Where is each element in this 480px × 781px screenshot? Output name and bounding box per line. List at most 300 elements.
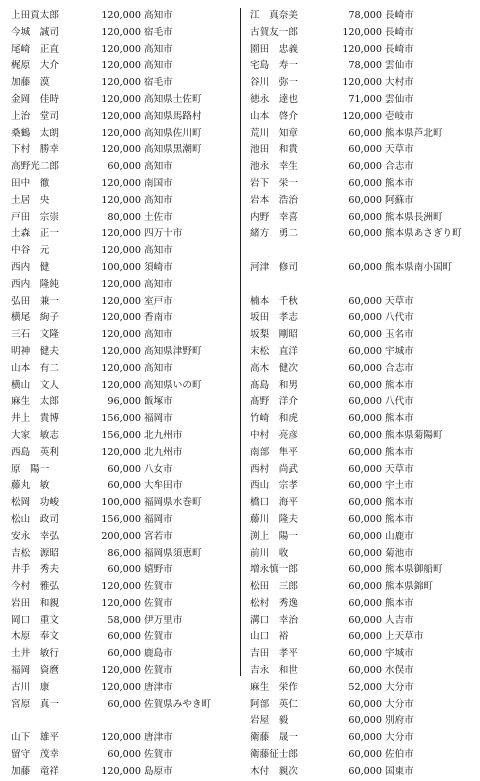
city: 高知市 — [144, 60, 173, 72]
list-row — [250, 142, 472, 159]
city: 熊本県錦町 — [385, 581, 433, 593]
amount: 60,000 — [107, 631, 141, 643]
city: 高知市 — [144, 245, 173, 257]
person-name: 尾崎 正直 — [11, 43, 59, 55]
person-name: 中村 亮彦 — [250, 429, 298, 441]
list-row — [250, 378, 472, 395]
person-name: 安永 幸弘 — [11, 530, 59, 542]
amount: 120,000 — [101, 581, 141, 593]
person-name: 福岡 資麿 — [11, 665, 59, 677]
amount: 78,000 — [348, 10, 382, 21]
amount: 60,000 — [348, 228, 382, 240]
person-name: 井手 秀夫 — [11, 564, 59, 576]
list-row — [11, 764, 231, 781]
amount: 120,000 — [342, 110, 382, 122]
amount: 120,000 — [101, 93, 141, 105]
city: 四万十市 — [144, 228, 183, 240]
person-name: 徳永 達也 — [250, 93, 298, 105]
amount: 60,000 — [348, 362, 382, 374]
person-name: 高野光二郎 — [11, 161, 59, 173]
city: 熊本市 — [385, 177, 414, 189]
person-name: 江 真奈美 — [250, 10, 298, 21]
list-row — [250, 159, 472, 176]
person-name: 松田 三郎 — [250, 581, 298, 593]
city: 熊本県菊陽町 — [385, 429, 443, 441]
person-name: 坂田 孝志 — [250, 312, 298, 324]
city: 大分市 — [385, 698, 414, 710]
list-row — [250, 730, 472, 747]
person-name: 金岡 佳時 — [11, 93, 59, 105]
list-row — [250, 42, 472, 59]
person-name: 衛藤征士郎 — [250, 749, 298, 761]
amount: 60,000 — [107, 161, 141, 173]
city: 高知県津野町 — [144, 345, 202, 357]
amount: 120,000 — [101, 345, 141, 357]
city: 阿蘇市 — [385, 194, 414, 206]
list-row — [11, 126, 231, 143]
amount: 60,000 — [348, 396, 382, 408]
city: 室戸市 — [144, 295, 173, 307]
amount: 120,000 — [101, 77, 141, 89]
amount: 60,000 — [348, 127, 382, 139]
city: 嬉野市 — [144, 564, 173, 576]
person-name: 加藤 漠 — [11, 77, 50, 89]
city: 大分市 — [385, 681, 414, 693]
person-name: 山本 啓介 — [250, 110, 298, 122]
amount: 60,000 — [348, 261, 382, 273]
person-name: 内野 幸喜 — [250, 211, 298, 223]
city: 須崎市 — [144, 261, 173, 273]
city: 玉名市 — [385, 329, 414, 341]
list-row — [250, 596, 472, 613]
amount: 60,000 — [348, 177, 382, 189]
list-row — [11, 327, 231, 344]
person-name: 岩下 栄一 — [250, 177, 298, 189]
amount: 60,000 — [348, 732, 382, 744]
list-row — [11, 42, 231, 59]
amount: 60,000 — [348, 329, 382, 341]
list-row — [11, 428, 231, 445]
person-name: 横山 文人 — [11, 379, 59, 391]
amount: 120,000 — [101, 681, 141, 693]
list-row — [11, 260, 231, 277]
city: 宿毛市 — [144, 77, 173, 89]
amount: 60,000 — [348, 581, 382, 593]
city: 宿毛市 — [144, 26, 173, 38]
list-row — [250, 697, 472, 714]
city: 国東市 — [385, 765, 414, 777]
person-name: 上治 堂司 — [11, 110, 59, 122]
amount: 60,000 — [348, 765, 382, 777]
list-row — [250, 462, 472, 479]
city: 八女市 — [144, 463, 173, 475]
city: 高知市 — [144, 194, 173, 206]
person-name: 園田 忠義 — [250, 43, 298, 55]
list-row — [11, 663, 231, 680]
amount: 60,000 — [348, 597, 382, 609]
amount: 60,000 — [348, 749, 382, 761]
person-name: 池永 幸生 — [250, 161, 298, 173]
list-row — [11, 411, 231, 428]
city: 宇城市 — [385, 648, 414, 660]
city: 高知市 — [144, 43, 173, 55]
person-name: 南部 隼平 — [250, 446, 298, 458]
city: 福岡県水巻町 — [144, 497, 202, 509]
city: 熊本市 — [385, 413, 414, 425]
list-row — [11, 562, 231, 579]
city: 島原市 — [144, 765, 173, 777]
city: 大分市 — [385, 732, 414, 744]
amount: 60,000 — [348, 480, 382, 492]
list-row — [250, 713, 472, 730]
city: 唐津市 — [144, 732, 173, 744]
amount: 96,000 — [107, 396, 141, 408]
city: 佐伯市 — [385, 749, 414, 761]
person-name: 梶原 大介 — [11, 60, 59, 72]
list-row — [250, 126, 472, 143]
person-name: 戸田 宗崇 — [11, 211, 59, 223]
list-row — [11, 58, 231, 75]
city: 合志市 — [385, 362, 414, 374]
list-row — [250, 546, 472, 563]
list-row — [11, 730, 231, 747]
amount: 120,000 — [101, 765, 141, 777]
city: 水俣市 — [385, 665, 414, 677]
list-row — [250, 394, 472, 411]
person-name: 吉田 孝平 — [250, 648, 298, 660]
person-name: 岩田 和親 — [11, 597, 59, 609]
amount: 120,000 — [342, 26, 382, 38]
city: 熊本県南小国町 — [385, 261, 453, 273]
city: 唐津市 — [144, 681, 173, 693]
person-name: 松山 政司 — [11, 513, 59, 525]
person-name: 今村 雅弘 — [11, 581, 59, 593]
city: 佐賀市 — [144, 597, 173, 609]
list-row — [11, 747, 231, 764]
city: 高知県黒潮町 — [144, 144, 202, 156]
list-row — [11, 478, 231, 495]
list-row — [250, 562, 472, 579]
city: 福岡県須恵町 — [144, 547, 202, 559]
amount: 60,000 — [348, 463, 382, 475]
person-name: 麻生 栄作 — [250, 681, 298, 693]
list-row — [250, 680, 472, 697]
city: 大村市 — [385, 77, 414, 89]
amount: 120,000 — [101, 732, 141, 744]
amount: 156,000 — [101, 413, 141, 425]
list-row — [11, 25, 231, 42]
list-row — [250, 260, 472, 294]
amount: 60,000 — [348, 161, 382, 173]
list-row — [250, 478, 472, 495]
person-name: 土居 央 — [11, 194, 50, 206]
person-name: 衛藤 晟一 — [250, 732, 298, 744]
amount: 120,000 — [101, 127, 141, 139]
list-row — [11, 613, 231, 630]
left-column — [11, 8, 231, 781]
person-name: 竹崎 和虎 — [250, 413, 298, 425]
list-row — [250, 495, 472, 512]
city: 南国市 — [144, 177, 173, 189]
person-name: 木原 奉文 — [11, 631, 59, 643]
person-name: 坂梨 剛昭 — [250, 329, 298, 341]
person-name: 上田貢太郎 — [11, 10, 59, 21]
amount: 120,000 — [101, 60, 141, 72]
amount: 60,000 — [348, 614, 382, 626]
person-name: 岩本 浩治 — [250, 194, 298, 206]
person-name: 宮原 真一 — [11, 698, 59, 710]
person-name: 今城 誠司 — [11, 26, 59, 38]
list-row — [250, 629, 472, 646]
city: 雲仙市 — [385, 60, 414, 72]
amount: 60,000 — [348, 379, 382, 391]
city: 北九州市 — [144, 446, 183, 458]
amount: 156,000 — [101, 513, 141, 525]
city: 佐賀市 — [144, 749, 173, 761]
city: 高知県佐川町 — [144, 127, 202, 139]
amount: 58,000 — [107, 614, 141, 626]
amount: 60,000 — [107, 564, 141, 576]
city: 佐賀市 — [144, 581, 173, 593]
amount: 60,000 — [348, 530, 382, 542]
list-row — [11, 378, 231, 395]
list-row — [11, 462, 231, 479]
person-name: 橋口 海平 — [250, 497, 298, 509]
city: 宮若市 — [144, 530, 173, 542]
city: 高知市 — [144, 161, 173, 173]
person-name: 田中 徹 — [11, 177, 50, 189]
city: 天草市 — [385, 463, 414, 475]
amount: 60,000 — [348, 312, 382, 324]
person-name: 宅島 寿一 — [250, 60, 298, 72]
city: 熊本県あさぎり町 — [385, 228, 462, 240]
amount: 60,000 — [107, 480, 141, 492]
amount: 120,000 — [101, 329, 141, 341]
person-name: 西村 尚武 — [250, 463, 298, 475]
person-name: 山口 裕 — [250, 631, 289, 643]
city: 高知県馬路村 — [144, 110, 202, 122]
list-row — [11, 361, 231, 378]
list-row — [11, 159, 231, 176]
amount: 120,000 — [101, 278, 141, 290]
person-name: 留守 茂幸 — [11, 749, 59, 761]
city: 鹿島市 — [144, 648, 173, 660]
amount: 120,000 — [101, 362, 141, 374]
amount: 60,000 — [348, 564, 382, 576]
list-row — [11, 142, 231, 159]
city: 熊本市 — [385, 379, 414, 391]
list-row — [250, 327, 472, 344]
person-name: 大家 敏志 — [11, 429, 59, 441]
city: 長崎市 — [385, 26, 414, 38]
amount: 60,000 — [348, 665, 382, 677]
person-name: 阿部 英仁 — [250, 698, 298, 710]
list-row — [11, 310, 231, 327]
person-name: 髙野 洋介 — [250, 396, 298, 408]
list-row — [250, 193, 472, 210]
person-name: 藤丸 敏 — [11, 480, 50, 492]
city: 八代市 — [385, 312, 414, 324]
city: 八代市 — [385, 396, 414, 408]
list-row — [11, 226, 231, 243]
list-row — [11, 629, 231, 646]
city: 熊本県芦北町 — [385, 127, 443, 139]
city: 佐賀県みやき町 — [144, 698, 212, 710]
amount: 120,000 — [101, 177, 141, 189]
amount: 60,000 — [107, 749, 141, 761]
city: 佐賀市 — [144, 631, 173, 643]
list-row — [11, 579, 231, 596]
list-row — [11, 596, 231, 613]
person-name: 原 陽一 — [11, 463, 50, 475]
amount: 120,000 — [101, 10, 141, 21]
amount: 120,000 — [101, 110, 141, 122]
list-row — [250, 310, 472, 327]
city: 壱岐市 — [385, 110, 414, 122]
person-name: 山下 雄平 — [11, 732, 59, 744]
city: 高知県土佐町 — [144, 93, 202, 105]
city: 熊本市 — [385, 513, 414, 525]
list-row — [11, 546, 231, 563]
list-row — [11, 646, 231, 663]
person-name: 松村 秀逸 — [250, 597, 298, 609]
person-name: 岡口 重文 — [11, 614, 59, 626]
person-name: 西内 健 — [11, 261, 50, 273]
person-name: 西内 隆純 — [11, 278, 59, 290]
person-name: 池田 和貴 — [250, 144, 298, 156]
city: 飯塚市 — [144, 396, 173, 408]
person-name: 渕上 陽一 — [250, 530, 298, 542]
amount: 120,000 — [101, 245, 141, 257]
amount: 120,000 — [101, 194, 141, 206]
person-name: 末松 直洋 — [250, 345, 298, 357]
right-column — [250, 8, 472, 781]
person-name: 中谷 元 — [11, 245, 50, 257]
city: 天草市 — [385, 295, 414, 307]
person-name: 楠本 千秋 — [250, 295, 298, 307]
city: 高知市 — [144, 362, 173, 374]
amount: 60,000 — [348, 648, 382, 660]
amount: 120,000 — [101, 295, 141, 307]
amount: 60,000 — [348, 631, 382, 643]
person-name: 河津 修司 — [250, 261, 298, 273]
list-row — [11, 529, 231, 546]
amount: 120,000 — [101, 312, 141, 324]
list-row — [250, 109, 472, 126]
list-row — [250, 294, 472, 311]
person-name: 松岡 功峻 — [11, 497, 59, 509]
list-row — [250, 445, 472, 462]
column-divider — [240, 8, 241, 676]
amount: 60,000 — [348, 715, 382, 727]
person-name: 下村 勝幸 — [11, 144, 59, 156]
person-name: 岩屋 毅 — [250, 715, 289, 727]
list-row — [11, 92, 231, 109]
city: 熊本市 — [385, 597, 414, 609]
city: 合志市 — [385, 161, 414, 173]
person-name: 荒川 知章 — [250, 127, 298, 139]
city: 熊本県長洲町 — [385, 211, 443, 223]
city: 高知市 — [144, 10, 173, 21]
person-name: 木付 親次 — [250, 765, 298, 777]
amount: 100,000 — [101, 261, 141, 273]
city: 人吉市 — [385, 614, 414, 626]
person-name: 弘田 兼一 — [11, 295, 59, 307]
person-name: 桑鶴 太朗 — [11, 127, 59, 139]
city: 宇城市 — [385, 345, 414, 357]
person-name: 山本 有二 — [11, 362, 59, 374]
person-name: 横尾 絢子 — [11, 312, 59, 324]
list-row — [250, 75, 472, 92]
amount: 120,000 — [101, 144, 141, 156]
person-name: 麻生 太郎 — [11, 396, 59, 408]
amount: 200,000 — [101, 530, 141, 542]
amount: 60,000 — [348, 446, 382, 458]
amount: 60,000 — [348, 194, 382, 206]
list-row — [11, 75, 231, 92]
amount: 78,000 — [348, 60, 382, 72]
list-row — [11, 8, 231, 25]
amount: 120,000 — [101, 43, 141, 55]
person-name: 加藤 竜祥 — [11, 765, 59, 777]
amount: 60,000 — [348, 497, 382, 509]
amount: 52,000 — [348, 681, 382, 693]
person-name: 土井 敏行 — [11, 648, 59, 660]
amount: 60,000 — [348, 345, 382, 357]
person-name: 緒方 勇二 — [250, 228, 298, 240]
amount: 60,000 — [107, 648, 141, 660]
amount: 120,000 — [342, 77, 382, 89]
person-name: 髙島 和男 — [250, 379, 298, 391]
list-row — [250, 411, 472, 428]
person-name: 吉松 源昭 — [11, 547, 59, 559]
city: 高知市 — [144, 329, 173, 341]
person-name: 西山 宗孝 — [250, 480, 298, 492]
list-row — [250, 579, 472, 596]
list-row — [250, 747, 472, 764]
amount: 120,000 — [101, 446, 141, 458]
person-name: 明神 健夫 — [11, 345, 59, 357]
city: 佐賀市 — [144, 665, 173, 677]
person-name: 三石 文隆 — [11, 329, 59, 341]
list-row — [250, 210, 472, 227]
city: 上天草市 — [385, 631, 424, 643]
amount: 120,000 — [101, 379, 141, 391]
person-name: 藤川 隆夫 — [250, 513, 298, 525]
amount: 100,000 — [101, 497, 141, 509]
amount: 60,000 — [348, 295, 382, 307]
amount: 80,000 — [107, 211, 141, 223]
amount: 120,000 — [101, 665, 141, 677]
person-name: 高木 健次 — [250, 362, 298, 374]
list-row — [11, 445, 231, 462]
list-row — [11, 243, 231, 260]
person-name: 増永慎一郎 — [250, 564, 298, 576]
amount: 71,000 — [348, 93, 382, 105]
list-row — [250, 92, 472, 109]
list-row — [11, 294, 231, 311]
city: 北九州市 — [144, 429, 183, 441]
city: 福岡市 — [144, 513, 173, 525]
person-name: 谷川 弥一 — [250, 77, 298, 89]
list-row — [11, 495, 231, 512]
amount: 156,000 — [101, 429, 141, 441]
person-name: 古賀友一郎 — [250, 26, 298, 38]
amount: 86,000 — [107, 547, 141, 559]
list-row — [11, 277, 231, 294]
person-name: 吉永 和世 — [250, 665, 298, 677]
list-row — [11, 176, 231, 193]
